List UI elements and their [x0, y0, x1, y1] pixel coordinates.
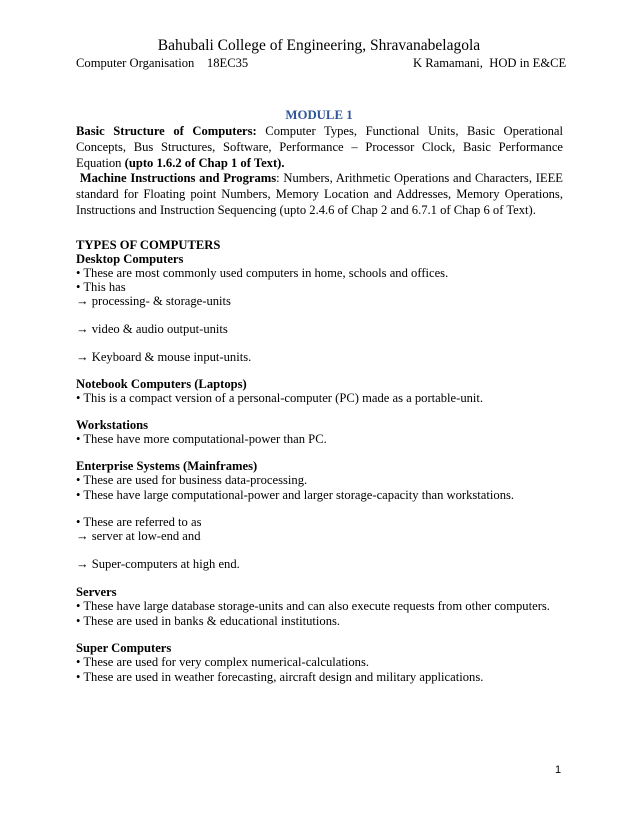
desktop-line-2: • This has	[76, 280, 126, 294]
super-line-2: • These are used in weather forecasting, aircraft design and military applications.	[76, 670, 484, 684]
super-heading: Super Computers	[76, 641, 172, 655]
paragraph-1-text: Computer Types, Functional Units, Basic Operational Concepts, Bus Structures, Software, Performance – Processor Clock, Basic Performance Equation	[76, 124, 564, 170]
course-title: Computer Organisation 18EC35	[76, 56, 249, 70]
servers-line-1: • These have large database storage-units and can also execute requests from other computers.	[76, 599, 550, 613]
servers-line-2: • These are used in banks & educational institutions.	[76, 614, 341, 628]
workstations-line-1: • These have more computational-power than PC.	[76, 432, 327, 446]
page-number: 1	[555, 764, 562, 776]
enterprise-line-3: • These are referred to as	[76, 515, 202, 529]
enterprise-line-2: • These have large computational-power and larger storage-capacity than workstations.	[76, 488, 515, 502]
module-paragraph-1	[76, 124, 563, 171]
desktop-line-5: → Keyboard & mouse input-units.	[76, 350, 252, 364]
desktop-line-1: • These are most commonly used computers in home, schools and offices.	[76, 266, 449, 280]
enterprise-line-1: • These are used for business data-processing.	[76, 473, 308, 487]
college-name: Bahubali College of Engineering, Shravanabelagola	[157, 37, 481, 54]
module-paragraph-2	[76, 171, 563, 218]
section-title: TYPES OF COMPUTERS	[76, 238, 221, 252]
desktop-heading: Desktop Computers	[76, 252, 184, 266]
super-line-1: • These are used for very complex numerical-calculations.	[76, 655, 370, 669]
module-title: MODULE 1	[285, 108, 353, 122]
author-name: K Ramamani, HOD in E&CE	[413, 56, 567, 70]
paragraph-2-label: Machine Instructions and Programs	[79, 171, 277, 185]
enterprise-line-4: → server at low-end and	[76, 529, 201, 543]
servers-heading: Servers	[76, 585, 117, 599]
workstations-heading: Workstations	[76, 418, 149, 432]
notebook-line-1: • This is a compact version of a personal-computer (PC) made as a portable-unit.	[76, 391, 484, 405]
enterprise-line-5: → Super-computers at high end.	[76, 557, 240, 571]
paragraph-1-reference: (upto 1.6.2 of Chap 1 of Text).	[124, 155, 285, 170]
notebook-heading: Notebook Computers (Laptops)	[76, 377, 247, 391]
desktop-line-4: → video & audio output-units	[76, 322, 228, 336]
desktop-line-3: → processing- & storage-units	[76, 294, 231, 308]
paragraph-1-label: Basic Structure of Computers:	[76, 124, 257, 138]
paragraph-2-text: : Numbers, Arithmetic Operations and Characters, IEEE standard for Floating point Numbers, Memory Location and Addresses, Memory Operations, Instructions and Instruction Sequencing (upto 2.4.6 of Chap 2 and 6.7.1 of Chap 6 of Text).	[76, 171, 563, 217]
enterprise-heading: Enterprise Systems (Mainframes)	[76, 459, 258, 473]
